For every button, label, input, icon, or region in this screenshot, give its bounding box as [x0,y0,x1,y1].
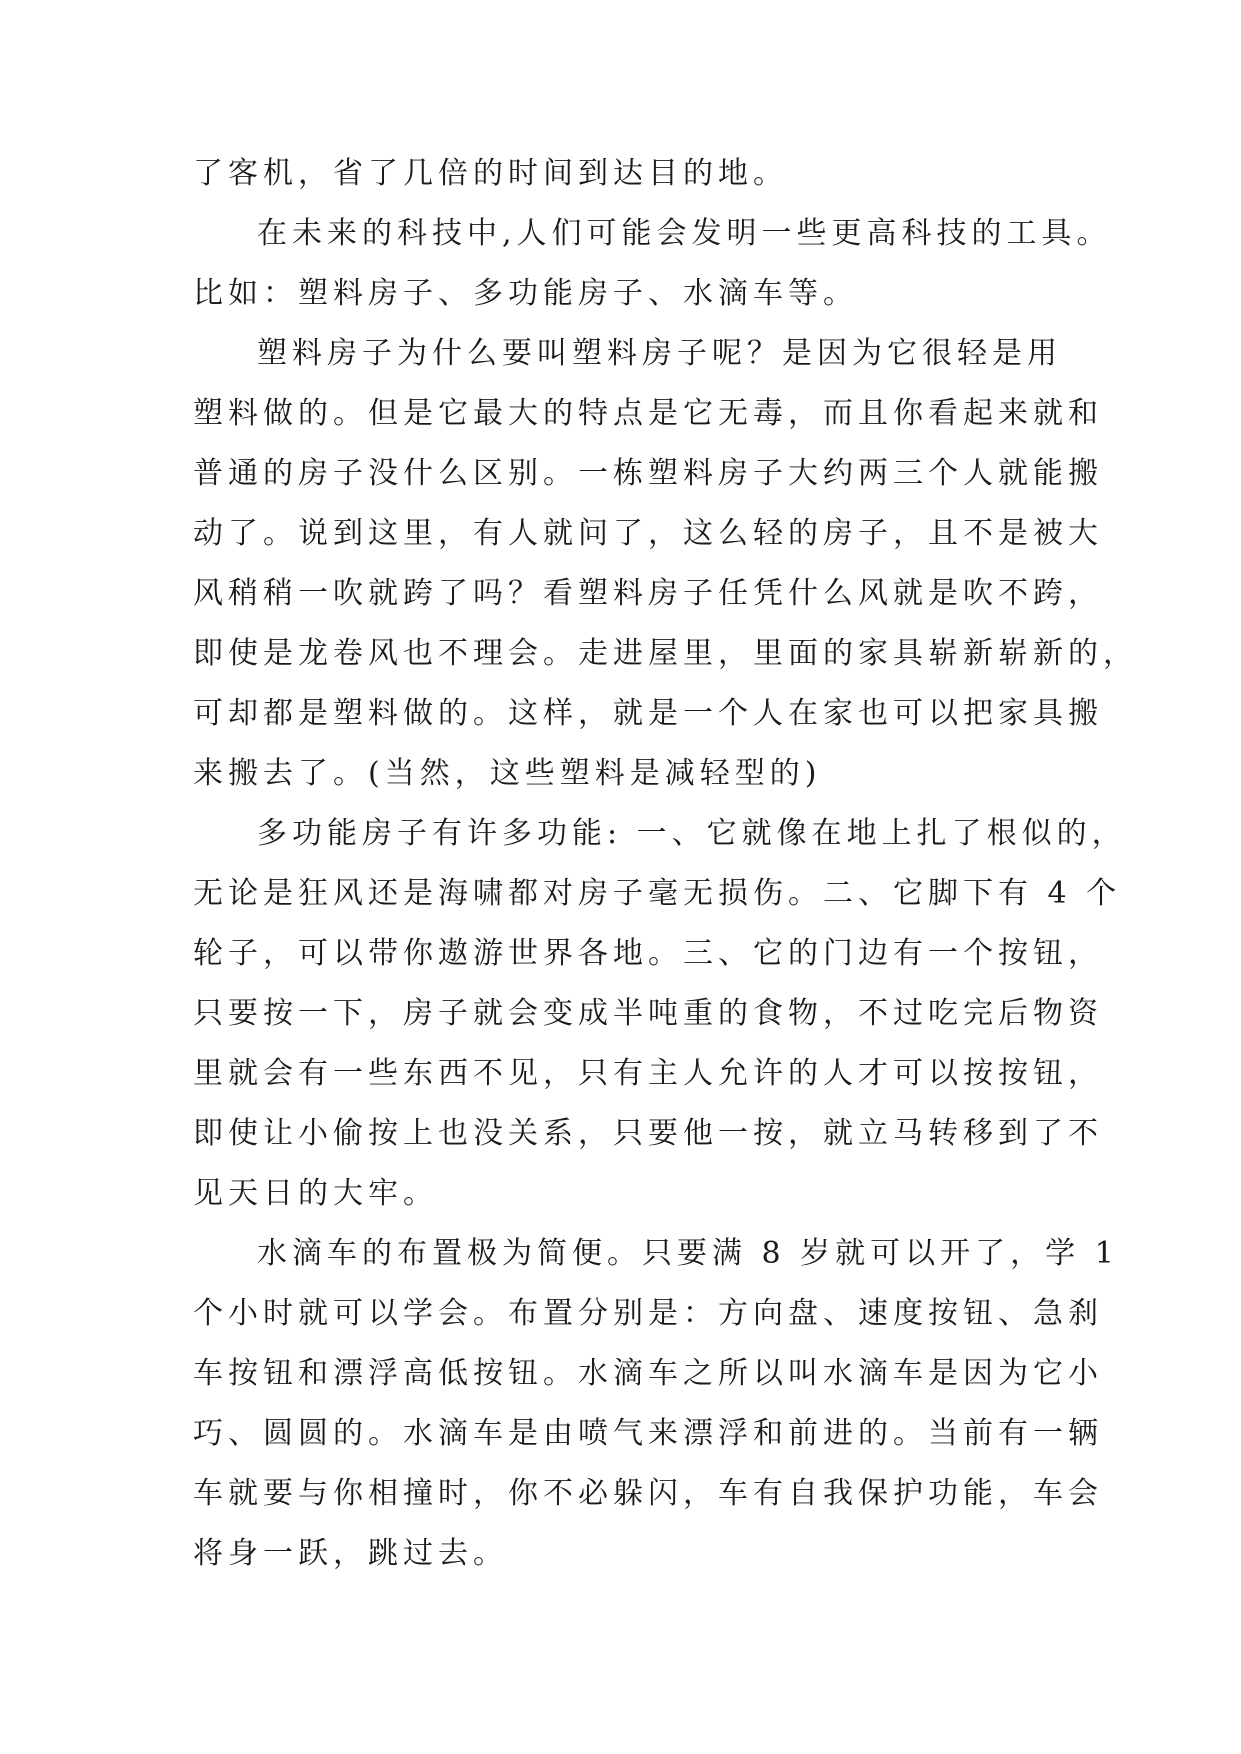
body-text [193,156,1138,1597]
text-line: 塑料做的。但是它最大的特点是它无毒，而且你看起来就和 [193,396,1103,431]
text-line: 巧、圆圆的。水滴车是由喷气来漂浮和前进的。当前有一辆 [193,1416,1103,1451]
text-line: 可却都是塑料做的。这样，就是一个人在家也可以把家具搬 [193,696,1103,731]
paragraph-first-line: 在未来的科技中,人们可能会发明一些更高科技的工具。 [257,216,1112,251]
paragraph-first-line: 塑料房子为什么要叫塑料房子呢？是因为它很轻是用 [257,336,1062,371]
text-line: 只要按一下，房子就会变成半吨重的食物，不过吃完后物资 [193,996,1103,1031]
paragraph-first-line: 多功能房子有许多功能: 一、它就像在地上扎了根似的， [257,816,1127,851]
paragraph-first-line: 水滴车的布置极为简便。只要满 8 岁就可以开了，学 1 [257,1236,1119,1271]
text-line: 比如：塑料房子、多功能房子、水滴车等。 [193,276,858,311]
text-line: 轮子，可以带你遨游世界各地。三、它的门边有一个按钮， [193,936,1103,971]
text-line: 即使是龙卷风也不理会。走进屋里，里面的家具崭新崭新的， [193,636,1138,671]
text-line: 车就要与你相撞时，你不必躲闪，车有自我保护功能，车会 [193,1476,1103,1511]
text-line: 个小时就可以学会。布置分别是：方向盘、速度按钮、急刹 [193,1296,1103,1331]
text-line: 动了。说到这里，有人就问了，这么轻的房子，且不是被大 [193,516,1103,551]
text-line: 来搬去了。(当然，这些塑料是减轻型的) [193,756,822,791]
text-line: 将身一跃，跳过去。 [193,1536,508,1571]
text-line: 里就会有一些东西不见，只有主人允许的人才可以按按钮， [193,1056,1103,1091]
text-line: 无论是狂风还是海啸都对房子毫无损伤。二、它脚下有 4 个 [193,876,1122,911]
text-line: 了客机，省了几倍的时间到达目的地。 [193,156,788,191]
text-line: 普通的房子没什么区别。一栋塑料房子大约两三个人就能搬 [193,456,1103,491]
text-line: 车按钮和漂浮高低按钮。水滴车之所以叫水滴车是因为它小 [193,1356,1103,1391]
text-line: 风稍稍一吹就跨了吗？看塑料房子任凭什么风就是吹不跨， [193,576,1103,611]
text-line: 见天日的大牢。 [193,1176,438,1211]
text-line: 即使让小偷按上也没关系，只要他一按，就立马转移到了不 [193,1116,1103,1151]
